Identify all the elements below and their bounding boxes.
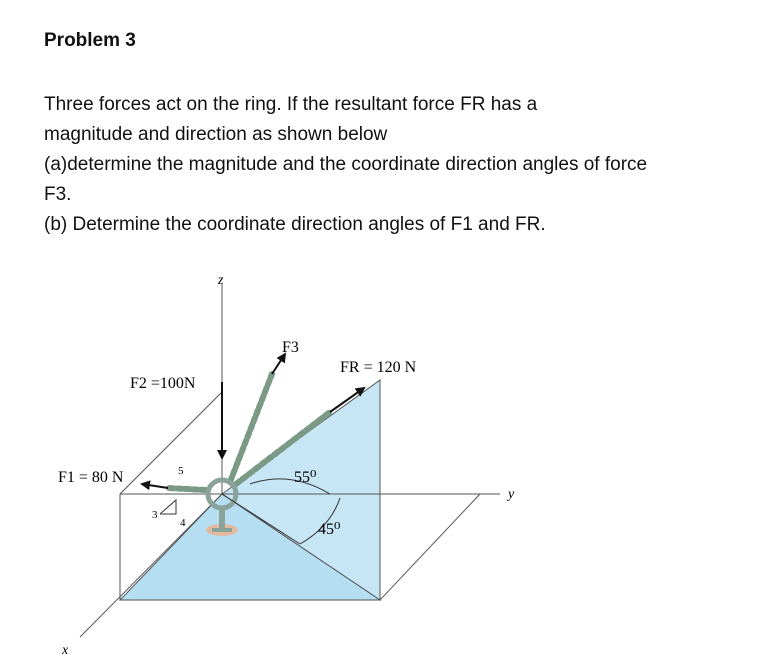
f3-label: F3 — [282, 339, 299, 356]
f3-arrow — [272, 354, 285, 374]
problem-statement — [44, 90, 744, 240]
force-diagram — [0, 262, 760, 657]
problem-heading: Problem 3 — [44, 30, 136, 51]
frame-line-right — [380, 494, 480, 600]
angle-55-label: 55⁰ — [294, 469, 317, 486]
slope-label-5: 5 — [178, 465, 184, 477]
f2-label: F2 =100N — [130, 375, 196, 392]
slope-label-3: 3 — [152, 509, 158, 521]
statement-line-2: magnitude and direction as shown below — [44, 124, 388, 145]
z-axis-label: z — [218, 273, 224, 288]
f1-label: F1 = 80 N — [58, 469, 124, 486]
x-axis-label: x — [62, 643, 69, 657]
chain-f1 — [168, 488, 206, 490]
statement-line-3: (a)determine the magnitude and the coordinate direction angles of force — [44, 154, 648, 175]
angle-45-label: 45⁰ — [318, 521, 341, 538]
force-diagram-svg — [0, 262, 760, 657]
slope-label-4: 4 — [180, 517, 186, 529]
frame-line-top-left — [120, 392, 222, 494]
slope-triangle — [160, 500, 176, 514]
f1-arrow — [142, 484, 168, 488]
statement-line-4: F3. — [44, 184, 72, 205]
statement-line-5: (b) Determine the coordinate direction angles of F1 and FR. — [44, 214, 546, 235]
fr-label: FR = 120 N — [340, 359, 417, 376]
y-axis-label: y — [508, 487, 515, 502]
statement-line-1: Three forces act on the ring. If the resultant force FR has a — [44, 94, 538, 115]
